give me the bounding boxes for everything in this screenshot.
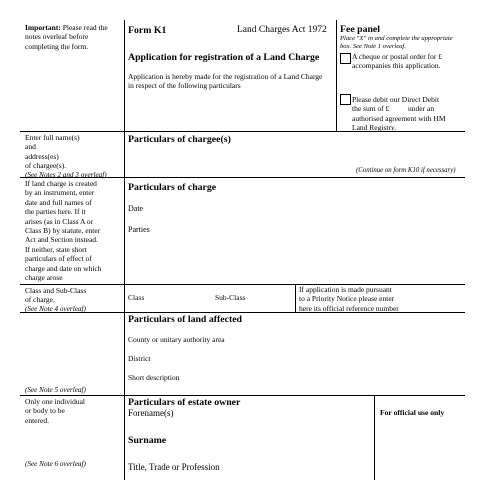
charge-line: Class B) by statute, enter [25, 226, 101, 236]
county-field[interactable] [240, 332, 462, 344]
owner-line: entered. [25, 415, 49, 425]
row-divider-5 [20, 395, 465, 396]
chargee-note-ref: (See Notes 2 and 3 overleaf) [25, 170, 107, 179]
charge-line: Act and Section instead. [25, 235, 98, 245]
subclass-label: Sub-Class [215, 293, 246, 302]
chargee-line: Enter full name(s) [25, 133, 80, 142]
charge-instructions [25, 179, 122, 282]
estate-owner-heading: Particulars of estate owner [128, 397, 241, 408]
forenames-label: Forename(s) [128, 408, 174, 418]
land-heading: Particulars of land affected [128, 314, 242, 325]
cheque-checkbox[interactable] [340, 53, 351, 64]
surname-label: Surname [128, 435, 167, 446]
intro-text: Application is hereby made for the registration of a Land Charge in respect of the following particulars [128, 72, 323, 91]
county-label: County or unitary authority area [128, 335, 225, 344]
fee-panel-divider [336, 20, 337, 131]
charge-line: the parties here. If it [25, 207, 86, 217]
important-text: Please read the notes overleaf before completing the form. [25, 23, 108, 51]
important-label: Important: [25, 23, 61, 32]
official-use-divider [374, 395, 375, 480]
class-line: Class and Sub-Class [25, 286, 87, 295]
short-description-field[interactable] [190, 370, 462, 392]
act-title: Land Charges Act 1972 [237, 25, 327, 35]
charge-line: If land charge is created [25, 179, 97, 188]
charge-line: date and full names of [25, 197, 92, 207]
forenames-field[interactable] [182, 407, 370, 419]
charge-date-field[interactable] [150, 202, 460, 214]
priority-notice-divider [295, 284, 296, 312]
chargee-line: and [25, 142, 36, 152]
surname-field[interactable] [170, 434, 370, 446]
class-field[interactable] [150, 290, 210, 302]
charge-parties-field[interactable] [160, 223, 460, 279]
official-use-label: For official use only [380, 408, 445, 417]
chargee-instructions [25, 133, 122, 180]
charge-line: arises (as in Class A or [25, 216, 94, 226]
charge-line: charge arose [25, 273, 63, 283]
class-line: of charge. [25, 295, 55, 305]
important-note [25, 23, 122, 51]
priority-line: to a Priority Notice please enter [299, 294, 395, 304]
land-note-ref: (See Note 5 overleaf) [25, 386, 86, 394]
charge-heading: Particulars of charge [128, 182, 217, 193]
chargee-heading: Particulars of chargee(s) [128, 134, 231, 145]
charge-line: charge and date on which [25, 263, 102, 273]
title-trade-field[interactable] [235, 461, 370, 473]
direct-debit-line: Land Registry. [352, 123, 397, 133]
fee-panel-instruction: Place "X" in and complete the appropriate box. See Note 1 overleaf. [340, 35, 453, 50]
direct-debit-option-text [352, 95, 465, 133]
district-field[interactable] [160, 351, 462, 363]
chargee-line: address(es) [25, 151, 59, 161]
subclass-field[interactable] [250, 290, 292, 302]
direct-debit-line: the sum of £ under an [352, 104, 435, 114]
charge-line: by an instrument, enter [25, 188, 95, 198]
charge-parties-label: Parties [128, 225, 150, 234]
owner-line: or body to be [25, 406, 65, 416]
class-note-ref: (See Note 4 overleaf) [25, 304, 86, 313]
fee-panel-title: Fee panel [340, 24, 380, 35]
direct-debit-checkbox[interactable] [340, 94, 351, 105]
short-description-label: Short description [128, 373, 180, 382]
owner-instructions [25, 397, 122, 425]
priority-line: here its official reference number [299, 303, 399, 313]
charge-date-label: Date [128, 204, 144, 213]
continue-note: (Continue on form K10 if necessary) [356, 167, 456, 174]
priority-notice-text [299, 285, 464, 313]
district-label: District [128, 354, 151, 363]
cheque-option-text: A cheque or postal order for £ accompanies this application. [352, 52, 442, 71]
direct-debit-line: authorised agreement with HM [352, 113, 446, 123]
priority-line: If application is made pursuant [299, 285, 392, 294]
form-id: Form K1 [128, 25, 167, 36]
chargee-line: of chargee(s). [25, 161, 67, 171]
charge-line: If neither, state short [25, 244, 87, 254]
form-title: Application for registration of a Land Charge [128, 52, 320, 63]
chargee-input-area[interactable] [126, 146, 462, 166]
charge-line: particulars of effect of [25, 254, 92, 264]
left-column-divider [124, 20, 125, 480]
class-label: Class [128, 293, 145, 302]
class-instructions [25, 286, 122, 314]
owner-note-ref: (See Note 6 overleaf) [25, 460, 86, 468]
title-trade-label: Title, Trade or Profession [128, 462, 220, 472]
owner-line: Only one individual [25, 397, 85, 406]
direct-debit-line: Please debit our Direct Debit [352, 95, 440, 104]
